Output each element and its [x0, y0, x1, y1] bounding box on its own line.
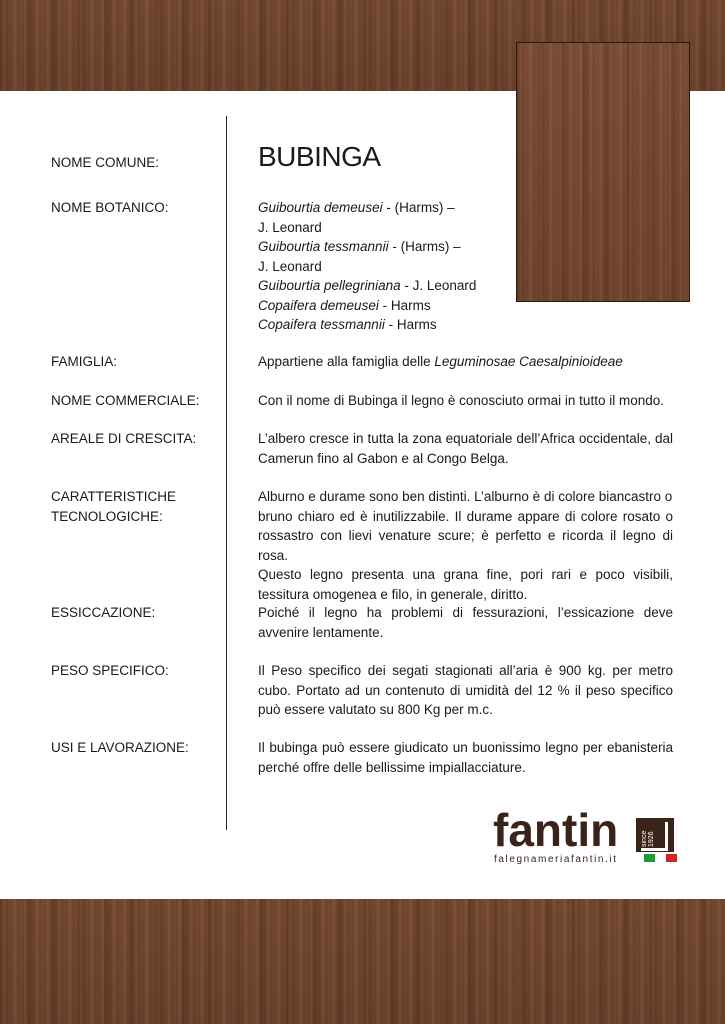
flag-green-icon: [644, 854, 655, 862]
botanical-line: Guibourtia pellegriniana - J. Leonard: [258, 278, 477, 293]
wood-banner-bottom: [0, 899, 725, 1024]
label-usi: USI E LAVORAZIONE:: [51, 740, 189, 755]
page-title: BUBINGA: [258, 141, 381, 172]
essiccazione-text: Poiché il legno ha problemi di fessurazioni, l’essicazione deve avvenire lentamente.: [258, 605, 673, 640]
label-caratteristiche: CARATTERISTICHE TECNOLOGICHE:: [51, 489, 177, 524]
famiglia-text: Appartiene alla famiglia delle Leguminosae Caesalpinioideae: [258, 354, 623, 369]
column-divider: [226, 116, 227, 830]
nome-commerciale-text: Con il nome di Bubinga il legno è conosciuto ormai in tutto il mondo.: [258, 393, 664, 408]
caratteristiche-paragraph: bruno chiaro ed è inutilizzabile. Il durame appare di colore rosato o rossastro con lievi venature scure; è perfetto e ricorda il legno di rosa.: [258, 508, 673, 563]
caratteristiche-paragraph: Questo legno presenta una grana fine, pori rari e poco visibili, tessitura omogenea e filo, in generale, diritto.: [258, 567, 673, 602]
label-areale: AREALE DI CRESCITA:: [51, 431, 197, 446]
label-essiccazione: ESSICCAZIONE:: [51, 605, 156, 620]
flag-red-icon: [666, 854, 677, 862]
botanical-line: J. Leonard: [258, 219, 322, 235]
label-nome-comune: NOME COMUNE:: [51, 155, 159, 170]
usi-text: Il bubinga può essere giudicato un buonissimo legno per ebanisteria perché offre delle bellissime impiallacciature.: [258, 740, 673, 775]
peso-specifico-text: Il Peso specifico dei segati stagionati all’aria è 900 kg. per metro cubo. Portato ad un contenuto di umidità del 12 % il peso specifico può essere valutato su 800 Kg per m.c.: [258, 663, 673, 717]
logo-wordmark: fantin: [493, 804, 619, 856]
botanical-line: Guibourtia demeusei - (Harms) –: [258, 200, 455, 215]
wood-sample-image: [516, 42, 690, 302]
botanical-line: J. Leonard: [258, 258, 322, 274]
label-famiglia: FAMIGLIA:: [51, 354, 118, 369]
logo-since: since 1926: [641, 830, 655, 847]
label-peso-specifico: PESO SPECIFICO:: [51, 663, 169, 678]
caratteristiche-text: [258, 487, 673, 604]
botanical-line: Guibourtia tessmannii - (Harms) –: [258, 239, 461, 254]
caratteristiche-line: Alburno e durame sono ben distinti. L’alburno è di colore biancastro o: [258, 489, 673, 504]
label-nome-botanico: NOME BOTANICO:: [51, 200, 169, 215]
botanical-line: Copaifera demeusei - Harms: [258, 297, 431, 313]
fantin-logo: [493, 804, 683, 865]
label-nome-commerciale: NOME COMMERCIALE:: [51, 393, 200, 408]
botanical-names: [258, 198, 498, 335]
areale-text: L’albero cresce in tutta la zona equatoriale dell’Africa occidentale, dal Camerun fino al Gabon e al Congo Belga.: [258, 431, 673, 466]
flag-white-icon: [655, 854, 666, 862]
botanical-line: Copaifera tessmannii - Harms: [258, 317, 437, 332]
logo-url: falegnameriafantin.it: [494, 854, 618, 865]
